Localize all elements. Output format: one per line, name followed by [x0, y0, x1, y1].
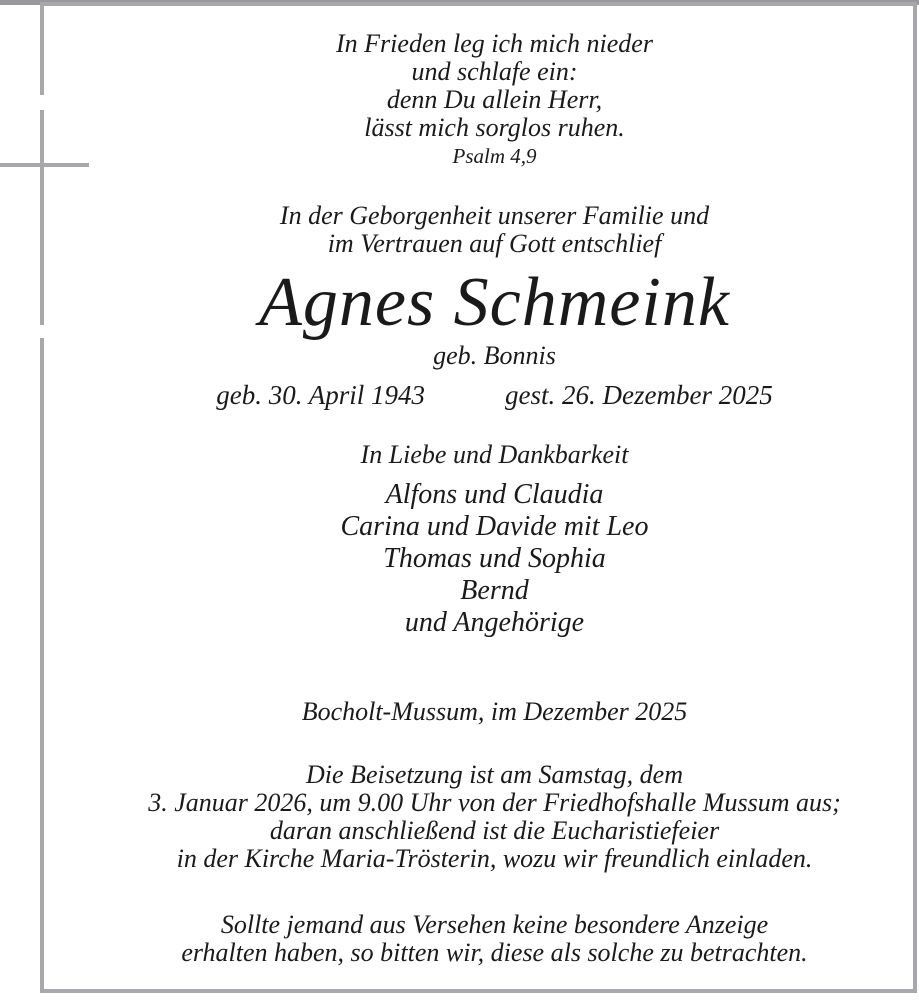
mourner-line: und Angehörige [404, 607, 585, 638]
funeral-line: in der Kirche Maria-Trösterin, wozu wir freundlich einladen. [176, 844, 813, 873]
death-date: gest. 26. Dezember 2025 [505, 380, 773, 410]
mourners-list [72, 479, 917, 639]
deceased-name: Agnes Schmeink [259, 264, 730, 341]
note-line: erhalten haben, so bitten wir, diese als solche zu betrachten. [181, 938, 808, 967]
border-bottom [40, 989, 917, 993]
quote-line: denn Du allein Herr, [386, 85, 603, 114]
scripture-quote [72, 30, 917, 170]
note-line: Sollte jemand aus Versehen keine besondere Anzeige [220, 910, 769, 939]
quote-line: In Frieden leg ich mich nieder [336, 29, 653, 58]
funeral-line: daran anschließend ist die Eucharistiefeier [269, 816, 720, 845]
intro-line: In der Geborgenheit unserer Familie und [279, 201, 710, 230]
funeral-info [72, 761, 917, 873]
mourner-line: Bernd [460, 575, 529, 606]
life-dates [72, 381, 917, 409]
mourner-line: Thomas und Sophia [383, 543, 606, 574]
mourning-title: In Liebe und Dankbarkeit [360, 440, 629, 469]
cross-vertical-bar [40, 110, 44, 325]
maiden-name: geb. Bonnis [433, 341, 556, 370]
funeral-line: 3. Januar 2026, um 9.00 Uhr von der Friedhofshalle Mussum aus; [148, 788, 841, 817]
mourner-line: Carina und Davide mit Leo [340, 511, 649, 542]
birth-date: geb. 30. April 1943 [216, 380, 426, 410]
closing-note [72, 911, 917, 967]
quote-line: lässt mich sorglos ruhen. [364, 113, 625, 142]
place-and-date: Bocholt-Mussum, im Dezember 2025 [301, 697, 688, 726]
quote-source: Psalm 4,9 [452, 144, 537, 168]
border-left-lower [40, 338, 44, 989]
intro-text [72, 202, 917, 258]
funeral-line: Die Beisetzung ist am Samstag, dem [306, 760, 683, 789]
intro-line: im Vertrauen auf Gott entschlief [327, 229, 662, 258]
border-left-upper [40, 2, 44, 95]
quote-line: und schlafe ein: [411, 57, 578, 86]
notice-content [72, 0, 917, 967]
mourner-line: Alfons und Claudia [385, 479, 604, 510]
